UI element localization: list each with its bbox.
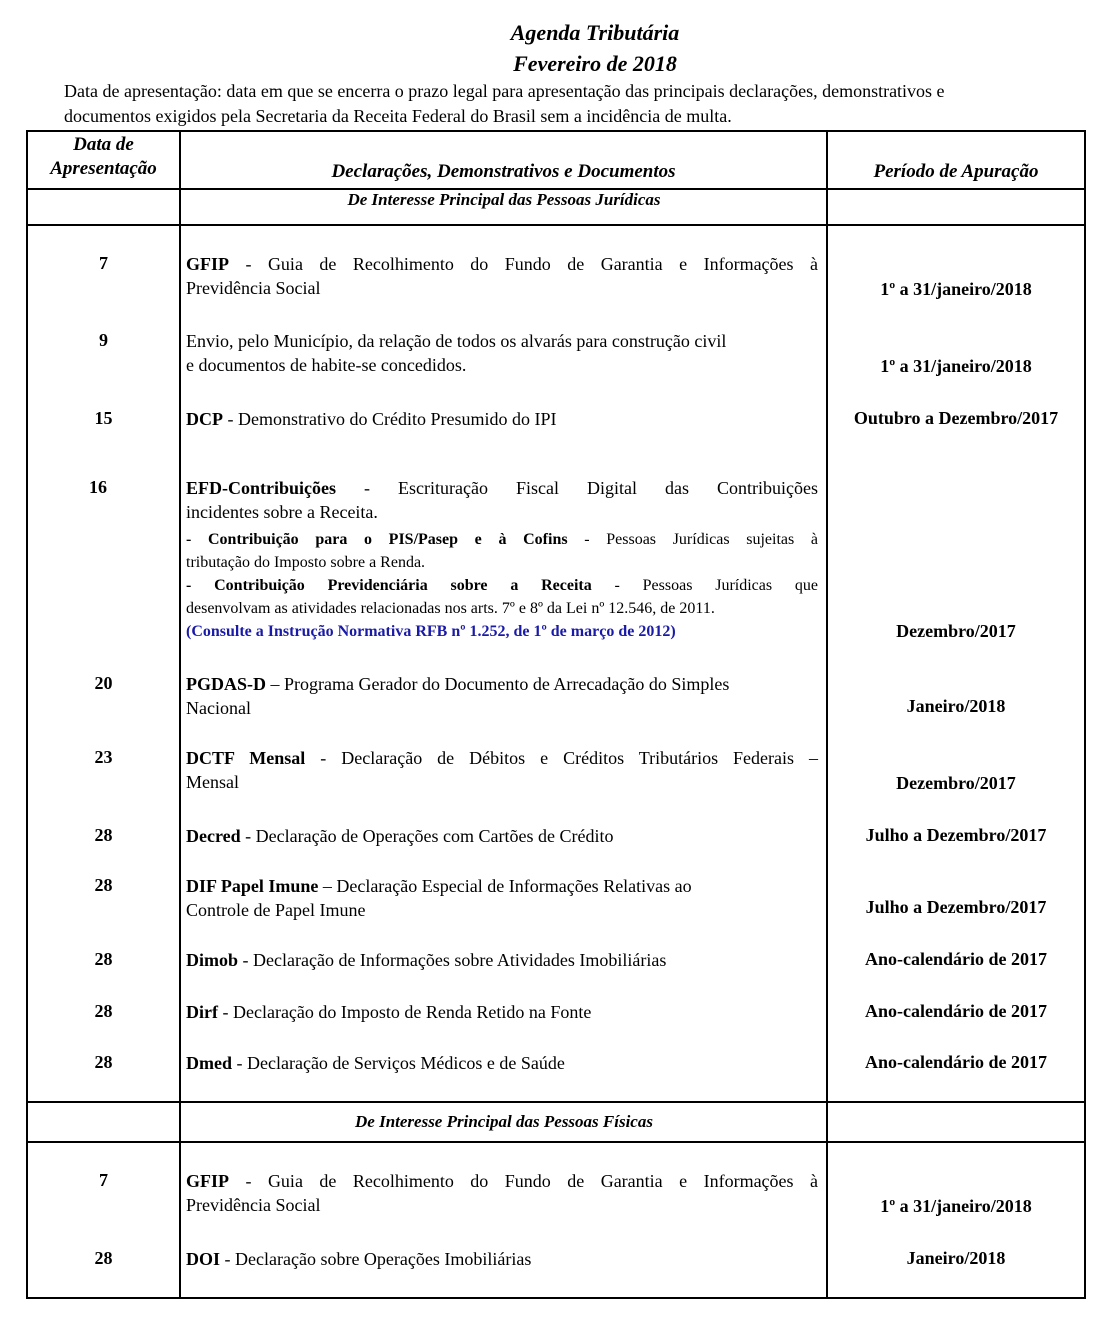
- row-acronym: DCTF Mensal: [186, 748, 306, 768]
- row-description: [186, 824, 818, 848]
- row-period: Ano-calendário de 2017: [865, 949, 1047, 969]
- row-description: [186, 948, 818, 972]
- row-acronym: DOI: [186, 1249, 221, 1269]
- row-separator: -: [217, 1002, 233, 1022]
- row-subitems: [186, 528, 818, 643]
- row-period: Julho a Dezembro/2017: [865, 825, 1047, 845]
- table-left-border: [26, 130, 28, 1299]
- row-acronym: Dimob: [186, 950, 239, 970]
- row-separator: -: [238, 950, 254, 970]
- row-period: Dezembro/2017: [896, 621, 1016, 641]
- section-pf-top-border: [26, 1101, 1086, 1103]
- row-description: [186, 407, 818, 431]
- row-separator: -: [336, 478, 399, 498]
- row-description-line-1: Declaração de Débitos e Créditos Tributários Federais –: [341, 748, 819, 768]
- row-date: 15: [94, 408, 113, 428]
- row-description-line-2: Controle de Papel Imune: [186, 900, 366, 920]
- row-separator: -: [240, 826, 256, 846]
- row-description-line-1: Declaração Especial de Informações Relativas ao: [336, 876, 692, 896]
- row-separator: –: [318, 876, 337, 896]
- row-description-line-1: Programa Gerador do Documento de Arrecadação do Simples: [284, 674, 730, 694]
- row-description: [186, 1051, 818, 1075]
- header-date: [28, 133, 179, 181]
- row-date: 23: [94, 747, 113, 767]
- row-acronym: Dirf: [186, 1002, 218, 1022]
- row-acronym: GFIP: [186, 1171, 229, 1191]
- row-description: [186, 746, 818, 794]
- table-bottom-border: [26, 1297, 1086, 1299]
- header-declarations: Declarações, Demonstrativos e Documentos: [331, 161, 676, 182]
- row-date: 28: [94, 949, 113, 969]
- row-description-line-2: e documentos de habite-se concedidos.: [186, 355, 467, 375]
- row-description-line-2: Mensal: [186, 772, 239, 792]
- row-date: 20: [94, 673, 113, 693]
- row-date: 28: [94, 1052, 113, 1072]
- column-divider-2: [826, 130, 828, 1299]
- row-description-line-1: Escrituração Fiscal Digital das Contribuições: [398, 478, 818, 498]
- header-date-line-2: Apresentação: [50, 158, 157, 179]
- row-acronym: DIF Papel Imune: [186, 876, 319, 896]
- row-description-line-1: Declaração sobre Operações Imobiliárias: [235, 1249, 532, 1269]
- row-date: 7: [99, 1170, 108, 1190]
- regulation-link[interactable]: (Consulte a Instrução Normativa RFB nº 1.252, de 1º de março de 2012): [186, 623, 676, 640]
- row-description-line-2: Previdência Social: [186, 278, 321, 298]
- row-separator: -: [229, 254, 268, 274]
- row-description: [186, 672, 818, 720]
- row-acronym: GFIP: [186, 254, 229, 274]
- row-period: Outubro a Dezembro/2017: [853, 408, 1059, 428]
- subitem-text: - Pessoas Jurídicas sujeitas à: [567, 531, 818, 548]
- row-description-line-2: Nacional: [186, 698, 251, 718]
- row-description-line-1: Demonstrativo do Crédito Presumido do IPI: [238, 409, 557, 429]
- row-period: 1º a 31/janeiro/2018: [880, 356, 1032, 376]
- subitem-title: - Contribuição Previdenciária sobre a Receita: [186, 577, 592, 594]
- row-description-line-1: Declaração de Operações com Cartões de Crédito: [255, 826, 614, 846]
- row-description: [186, 329, 818, 377]
- table-top-border: [26, 130, 1086, 132]
- document-title: Agenda Tributária: [510, 20, 680, 45]
- row-date: 7: [99, 253, 108, 273]
- row-description-line-1: Guia de Recolhimento do Fundo de Garantia e Informações à: [267, 254, 818, 274]
- section-title-pf: De Interesse Principal das Pessoas Físicas: [355, 1112, 653, 1131]
- row-description: [186, 252, 818, 300]
- row-date: 9: [99, 330, 108, 350]
- row-separator: -: [220, 1249, 236, 1269]
- row-separator: –: [266, 674, 284, 694]
- subitem-text-line-2: tributação do Imposto sobre a Renda.: [186, 554, 426, 571]
- subitem-title: - Contribuição para o PIS/Pasep e à Cofins: [186, 531, 568, 548]
- row-description-line-2: incidentes sobre a Receita.: [186, 502, 378, 522]
- row-description-line-1: Guia de Recolhimento do Fundo de Garantia e Informações à: [267, 1171, 818, 1191]
- row-separator: -: [223, 409, 238, 429]
- section-pj-divider: [26, 224, 1086, 226]
- row-separator: -: [305, 748, 342, 768]
- row-date: 28: [94, 875, 113, 895]
- row-description-line-1: Declaração de Informações sobre Atividades Imobiliárias: [253, 950, 667, 970]
- row-description: [186, 874, 818, 922]
- row-date: 16: [89, 477, 107, 497]
- row-acronym: Decred: [186, 826, 241, 846]
- row-period: 1º a 31/janeiro/2018: [880, 279, 1032, 299]
- subitem-text: - Pessoas Jurídicas que: [591, 577, 818, 594]
- row-separator: -: [232, 1053, 247, 1073]
- row-period: Janeiro/2018: [906, 696, 1006, 716]
- row-period: Janeiro/2018: [906, 1248, 1006, 1268]
- row-acronym: Dmed: [186, 1053, 232, 1073]
- section-pf-divider: [26, 1141, 1086, 1143]
- row-period: Dezembro/2017: [896, 773, 1016, 793]
- row-description: [186, 476, 818, 524]
- row-description-line-1: Declaração de Serviços Médicos e de Saúde: [247, 1053, 565, 1073]
- row-date: 28: [94, 825, 113, 845]
- row-description: [186, 1169, 818, 1217]
- row-description-line-2: Previdência Social: [186, 1195, 321, 1215]
- section-title-pj: De Interesse Principal das Pessoas Jurídicas: [347, 190, 661, 209]
- table-right-border: [1084, 130, 1086, 1299]
- row-date: 28: [94, 1001, 113, 1021]
- row-description-line-1: Envio, pelo Município, da relação de todos os alvarás para construção civil: [186, 331, 727, 351]
- intro-line-1: Data de apresentação: data em que se encerra o prazo legal para apresentação das principais declarações, demonstrativos e: [64, 81, 945, 101]
- intro-line-2: documentos exigidos pela Secretaria da Receita Federal do Brasil sem a incidência de multa.: [64, 106, 732, 126]
- row-period: Ano-calendário de 2017: [865, 1001, 1047, 1021]
- column-divider-1: [179, 130, 181, 1299]
- row-description-line-1: Declaração do Imposto de Renda Retido na Fonte: [232, 1002, 592, 1022]
- row-acronym: PGDAS-D: [186, 674, 266, 694]
- row-description: [186, 1247, 818, 1271]
- header-period: Período de Apuração: [873, 161, 1039, 182]
- row-acronym: EFD-Contribuições: [186, 478, 336, 498]
- row-period: Julho a Dezembro/2017: [865, 897, 1047, 917]
- subitem-text-line-2: desenvolvam as atividades relacionadas nos arts. 7º e 8º da Lei nº 12.546, de 2011.: [186, 600, 715, 617]
- row-period: 1º a 31/janeiro/2018: [880, 1196, 1032, 1216]
- row-description: [186, 1000, 818, 1024]
- row-period: Ano-calendário de 2017: [865, 1052, 1047, 1072]
- row-date: 28: [94, 1248, 113, 1268]
- row-acronym: DCP: [186, 409, 223, 429]
- row-separator: -: [229, 1171, 268, 1191]
- document-subtitle: Fevereiro de 2018: [513, 51, 677, 76]
- header-date-line-1: Data de: [73, 134, 134, 155]
